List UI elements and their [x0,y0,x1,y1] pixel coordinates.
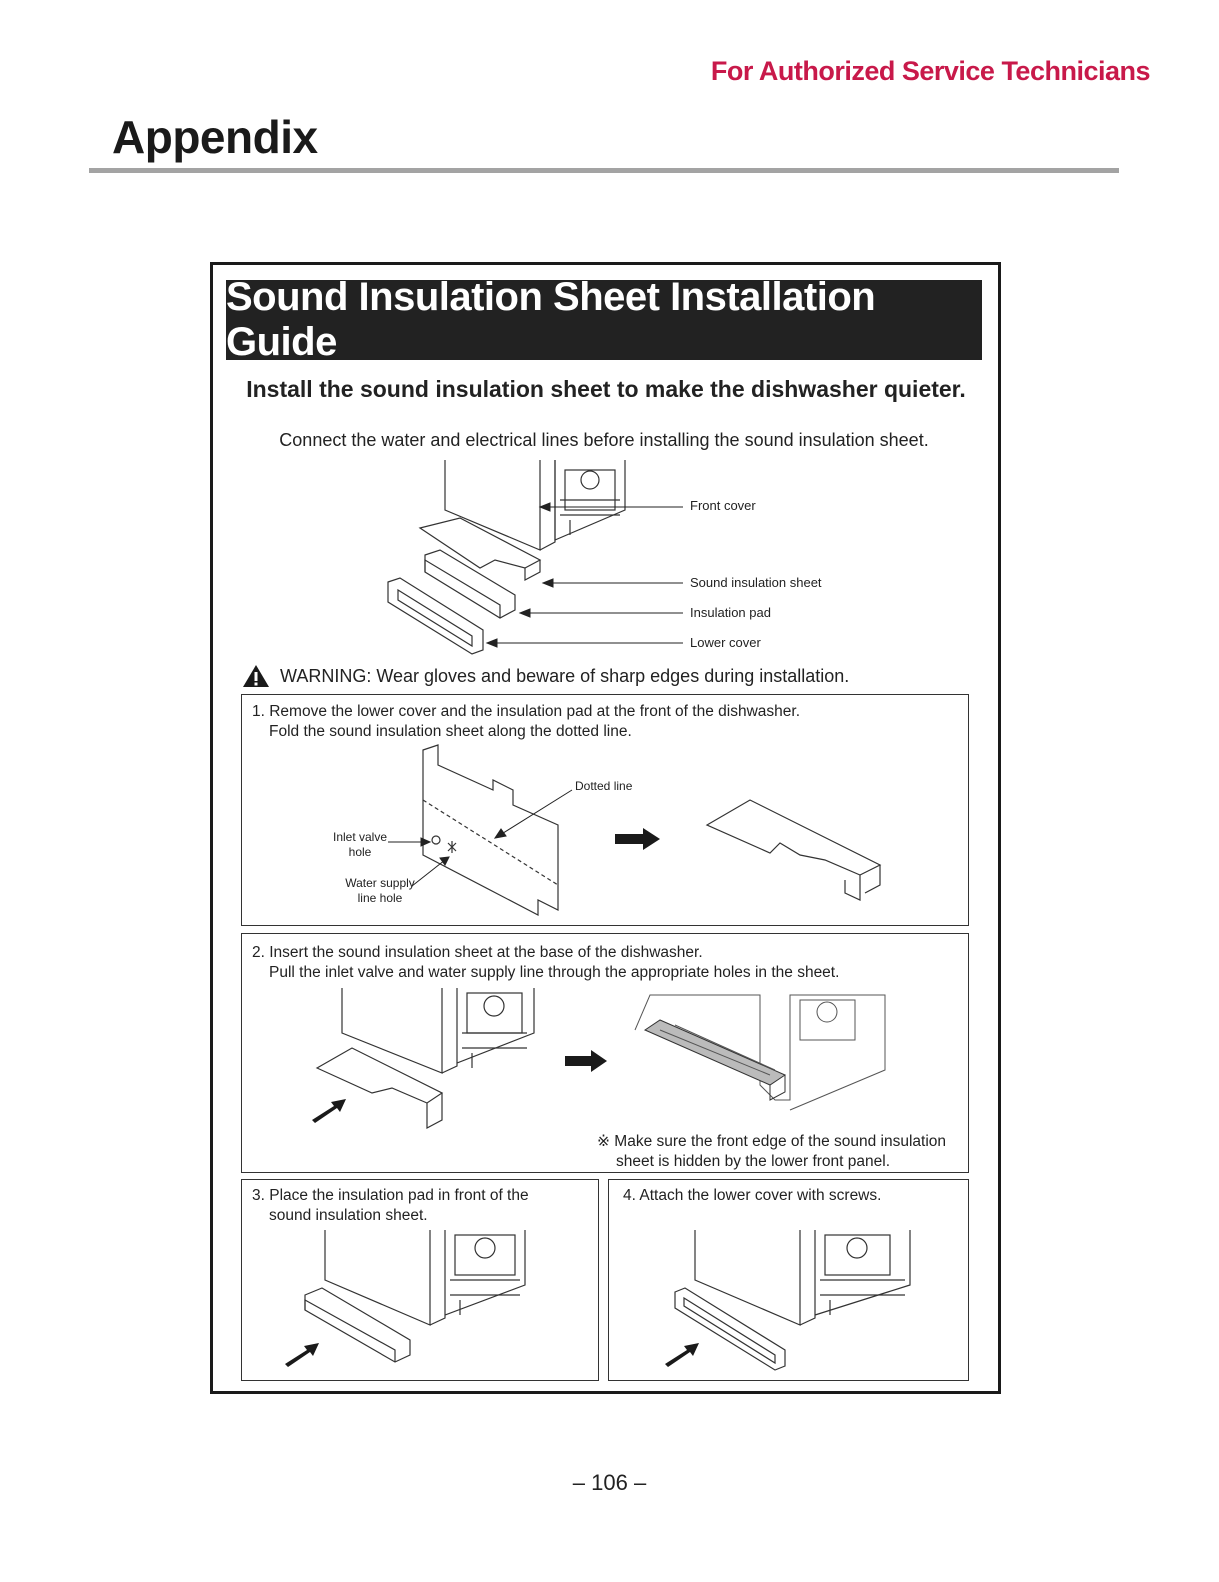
step3-arrow-icon [285,1342,321,1368]
step4-line1: 4. Attach the lower cover with screws. [623,1187,882,1204]
label-water-supply [340,876,420,906]
step3-line2: sound insulation sheet. [269,1207,428,1224]
label-inlet-valve-line1: Inlet valve [332,830,388,844]
step2-dishwasher-with-sheet [312,988,552,1128]
guide-subtitle: Install the sound insulation sheet to make the dishwasher quieter. [246,376,966,402]
label-water-supply-line2: line hole [357,891,403,905]
guide-banner: Sound Insulation Sheet Installation Guide [226,280,982,360]
page-number: – 106 – [572,1470,647,1495]
step2-line1: 2. Insert the sound insulation sheet at the base of the dishwasher. [252,944,703,961]
callout-lower-cover: Lower cover [690,635,761,650]
step2-line2: Pull the inlet valve and water supply line through the appropriate holes in the sheet. [269,964,840,981]
arrow-right-icon [565,1050,607,1072]
step3-illustration [300,1230,540,1370]
step3-line1: 3. Place the insulation pad in front of the [252,1187,529,1204]
label-dotted-line: Dotted line [575,779,633,793]
step2-insert-arrow-icon [312,1098,348,1124]
step4-arrow-icon [665,1342,701,1368]
page-title: Appendix [112,111,318,163]
step1-line1: 1. Remove the lower cover and the insulation pad at the front of the dishwasher. [252,703,800,720]
step2-note-line2: sheet is hidden by the lower front panel. [616,1153,891,1170]
step1-folded-sheet [705,795,885,905]
callout-insulation-pad: Insulation pad [690,605,771,620]
guide-intro: Connect the water and electrical lines before installing the sound insulation sheet. [279,430,929,450]
label-inlet-valve [320,830,400,860]
header-label: For Authorized Service Technicians [710,56,1150,86]
callout-sound-insulation-sheet: Sound insulation sheet [690,575,822,590]
step2-note-line1: ※ Make sure the front edge of the sound insulation [597,1133,947,1150]
label-water-supply-line1: Water supply [345,876,415,890]
step1-line2: Fold the sound insulation sheet along the dotted line. [269,723,632,740]
label-inlet-valve-line2: hole [348,845,372,859]
step2-installed-view [630,990,890,1115]
arrow-right-icon [615,828,660,850]
warning-text: WARNING: Wear gloves and beware of sharp edges during installation. [280,665,850,686]
callout-front-cover: Front cover [690,498,756,513]
step4-illustration [670,1230,920,1370]
